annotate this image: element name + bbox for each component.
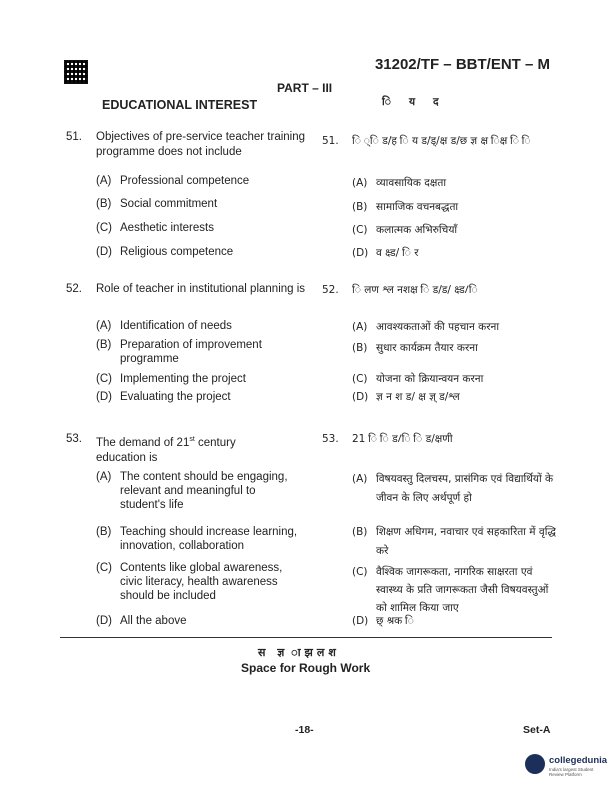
option-51a-en: (A) Professional competence	[96, 175, 250, 187]
rough-work-label-hi: स ज्ञ ाझलश	[258, 646, 340, 659]
option-53d-en: (D) All the above	[96, 615, 187, 627]
option-53d-hi: (D) छ् श्रक ि	[352, 615, 414, 627]
option-52d-en: (D) Evaluating the project	[96, 391, 231, 403]
question-52-hi: 52. ि लण श्ल नशक्ष ि ड/ड/ क्ष्ड/ि	[322, 284, 478, 296]
rough-work-label: Space for Rough Work	[241, 661, 371, 675]
part-heading: PART – III	[277, 81, 333, 95]
paper-code: 31202/TF – BBT/ENT – M	[374, 56, 550, 73]
option-51d-en: (D) Religious competence	[96, 246, 234, 258]
option-53b-hi: (B) शिक्षण अधिगम, नवाचार एवं सहकारिता में वृद्धि करे	[352, 526, 556, 557]
barcode-icon	[64, 60, 88, 84]
option-52c-hi: (C) योजना को क्रियान्वयन करना	[352, 373, 484, 385]
section-title-hi: ियद	[382, 96, 457, 108]
question-51-en: 51. Objectives of pre-service teacher training programme does not include	[66, 131, 306, 158]
question-53-hi: 53. 21 ि ि ड/ि ि ड/क्षणी	[322, 433, 453, 445]
option-53a-en: (A) The content should be engaging, relevant and meaningful to student's life	[96, 471, 288, 511]
question-53-en: 53. The demand of 21st century education is	[66, 433, 236, 464]
divider	[60, 637, 552, 638]
page-number: -18-	[295, 724, 314, 736]
option-51d-hi: (D) व क्ष्ड/ ि र	[352, 247, 419, 259]
question-51-hi: 51. ि ्ि ड/ह ि य ड/ड्/क्ष ड/छ ज्ञ क्ष िक्ष ि ि	[322, 135, 531, 147]
option-52b-hi: (B) सुधार कार्यक्रम तैयार करना	[352, 342, 478, 354]
option-53b-en: (B) Teaching should increase learning, innovation, collaboration	[96, 526, 298, 552]
logo-icon	[525, 754, 545, 774]
section-title-en: EDUCATIONAL INTEREST	[102, 98, 258, 112]
option-53a-hi: (A) विषयवस्तु दिलचस्प, प्रासंगिक एवं विद्यार्थियों के जीवन के लिए अर्थपूर्ण हो	[352, 473, 554, 504]
set-label: Set-A	[523, 724, 551, 736]
option-51a-hi: (A) व्यावसायिक दक्षता	[352, 177, 447, 189]
option-52d-hi: (D) ज्ञ न श ड/ क्ष ज्ञ् ड/श्ल	[352, 391, 460, 403]
option-52a-hi: (A) आवश्यकताओं की पहचान करना	[352, 321, 500, 333]
option-52b-en: (B) Preparation of improvement programme	[96, 339, 262, 365]
question-52-en: 52. Role of teacher in institutional planning is	[66, 283, 306, 295]
option-53c-hi: (C) वैश्विक जागरूकता, नागरिक साक्षरता एवं स्वास्थ्य के प्रति जागरूकता जैसी विषयवस्तुओं को शामिल किया जाए	[352, 566, 549, 614]
option-51b-en: (B) Social commitment	[96, 198, 218, 210]
option-51c-en: (C) Aesthetic interests	[96, 222, 214, 234]
option-52c-en: (C) Implementing the project	[96, 373, 246, 385]
option-51c-hi: (C) कलात्मक अभिरुचियाँ	[352, 224, 458, 236]
option-51b-hi: (B) सामाजिक वचनबद्धता	[352, 201, 459, 213]
option-52a-en: (A) Identification of needs	[96, 320, 232, 332]
collegedunia-logo: collegedunia India's largest Student Review Platform	[525, 752, 605, 780]
option-53c-en: (C) Contents like global awareness, civic literacy, health awareness should be included	[96, 562, 283, 602]
